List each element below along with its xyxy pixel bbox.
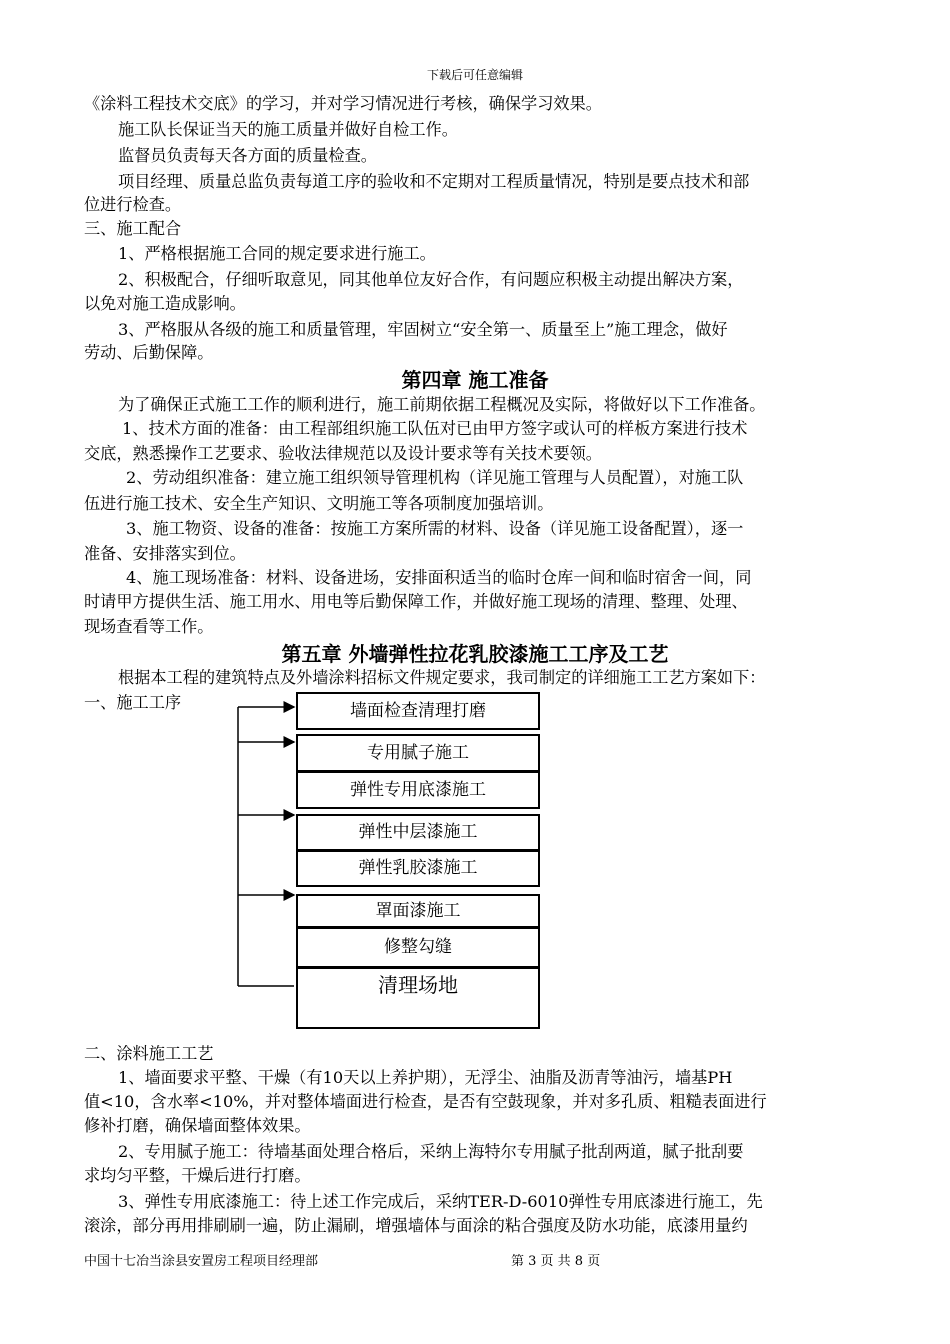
paragraph-line: 现场查看等工作。 [84,617,214,636]
chapter-5-title: 第五章 外墙弹性拉花乳胶漆施工工序及工艺 [281,642,669,666]
paragraph-line: 伍进行施工技术、安全生产知识、文明施工等各项制度加强培训。 [84,494,554,513]
flow-step: 弹性专用底漆施工 [296,771,540,809]
header-note: 下载后可任意编辑 [426,68,523,82]
paragraph-line: 1、墙面要求平整、干燥（有10天以上养护期），无浮尘、油脂及沥青等油污，墙基PH [118,1068,733,1087]
paragraph-line: 项目经理、质量总监负责每道工序的验收和不定期对工程质量情况，特别是要点技术和部 [118,172,750,191]
paragraph-line: 3、施工物资、设备的准备：按施工方案所需的材料、设备（详见施工设备配置），逐一 [126,519,744,538]
paragraph-line: 1、技术方面的准备：由工程部组织施工队伍对已由甲方签字或认可的样板方案进行技术 [122,419,748,438]
footer-page-number: 第 3 页 共 8 页 [511,1254,601,1269]
paragraph-line: 值<10，含水率<10%，并对整体墙面进行检查，是否有空鼓现象，并对多孔质、粗糙表面进行 [84,1092,767,1111]
paragraph-line: 准备、安排落实到位。 [84,544,246,563]
paragraph-line: 求均匀平整，干燥后进行打磨。 [84,1166,311,1185]
flow-step-label: 清理场地 [378,973,458,997]
flow-step [296,967,540,1029]
flow-step: 弹性乳胶漆施工 [296,850,540,887]
paragraph-line: 4、施工现场准备：材料、设备进场，安排面积适当的临时仓库一间和临时宿舍一间，同 [126,568,752,587]
chapter-4-title: 第四章 施工准备 [401,368,549,392]
footer-org: 中国十七冶当涂县安置房工程项目经理部 [84,1254,319,1269]
flow-step: 专用腻子施工 [296,734,540,772]
paragraph-line: 根据本工程的建筑特点及外墙涂料招标文件规定要求，我司制定的详细施工工艺方案如下： [118,668,766,687]
section-heading: 三、施工配合 [84,219,182,238]
section-heading: 一、施工工序 [84,693,182,712]
flow-step: 修整勾缝 [296,927,540,968]
paragraph-line: 滚涂，部分再用排刷刷一遍，防止漏刷，增强墙体与面涂的粘合强度及防水功能，底漆用量约 [84,1216,748,1235]
paragraph-line: 时请甲方提供生活、施工用水、用电等后勤保障工作，并做好施工现场的清理、整理、处理、 [84,592,748,611]
paragraph-line: 修补打磨，确保墙面整体效果。 [84,1116,311,1135]
paragraph-line: 以免对施工造成影响。 [84,294,246,313]
paragraph-line: 2、专用腻子施工：待墙基面处理合格后，采纳上海特尔专用腻子批刮两道，腻子批刮要 [118,1142,744,1161]
paragraph-line: 2、劳动组织准备：建立施工组织领导管理机构（详见施工管理与人员配置），对施工队 [126,468,744,487]
paragraph-line: 监督员负责每天各方面的质量检查。 [118,146,377,165]
paragraph-line: 劳动、后勤保障。 [84,343,214,362]
flow-step: 墙面检查清理打磨 [296,692,540,730]
paragraph-line: 交底，熟悉操作工艺要求、验收法律规范以及设计要求等有关技术要领。 [84,444,602,463]
flow-step: 罩面漆施工 [296,894,540,928]
paragraph-line: 3、弹性专用底漆施工：待上述工作完成后，采纳TER-D-6010弹性专用底漆进行施工，先 [118,1192,763,1211]
paragraph-line: 3、严格服从各级的施工和质量管理，牢固树立“安全第一、质量至上”施工理念，做好 [118,320,728,339]
paragraph-line: 2、积极配合，仔细听取意见，同其他单位友好合作，有问题应积极主动提出解决方案， [118,270,744,289]
paragraph-line: 为了确保正式施工工作的顺利进行，施工前期依据工程概况及实际，将做好以下工作准备。 [118,395,766,414]
paragraph-line: 位进行检查。 [84,195,182,214]
section-heading: 二、涂料施工工艺 [84,1044,214,1063]
paragraph-line: 1、严格根据施工合同的规定要求进行施工。 [118,244,436,263]
paragraph-line: 施工队长保证当天的施工质量并做好自检工作。 [118,120,458,139]
paragraph-line: 《涂料工程技术交底》的学习，并对学习情况进行考核，确保学习效果。 [84,94,602,113]
flow-step: 弹性中层漆施工 [296,814,540,851]
